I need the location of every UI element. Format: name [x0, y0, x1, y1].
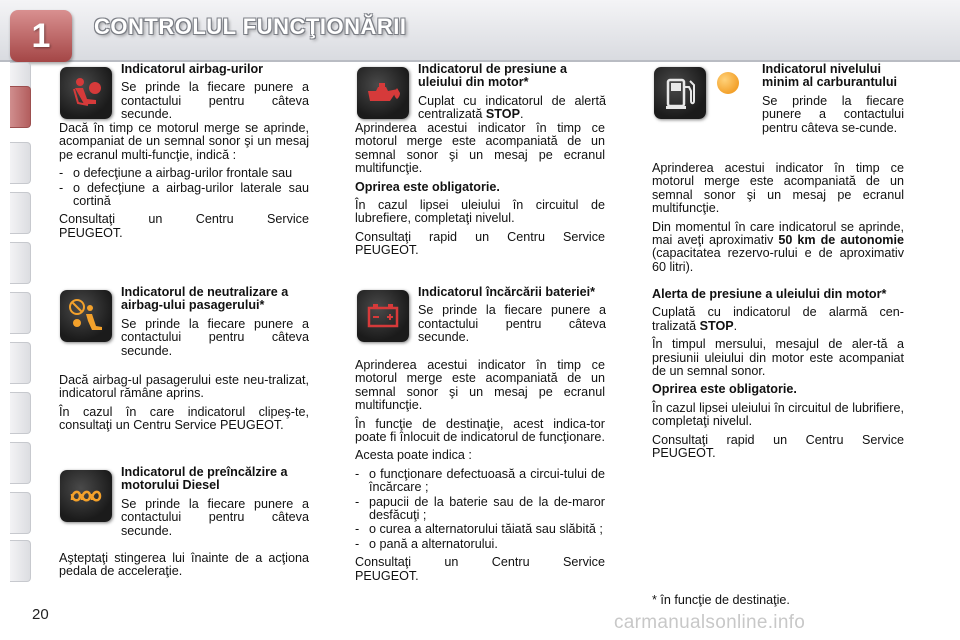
battery-title: Indicatorul încărcării bateriei*: [418, 285, 596, 299]
fuel-heading: [762, 63, 904, 140]
chapter-tab-active[interactable]: [10, 86, 31, 128]
oil-pressure-paragraph: Aprinderea acestui indicator în timp ce motorul merge este acompaniată de un semnal sonor şi un mesaj pe ecranul multifuncţie.: [355, 121, 605, 176]
chapter-tab[interactable]: [10, 142, 31, 184]
chapter-tab[interactable]: [10, 442, 31, 484]
list-item: - o defecţiune a airbag-urilor frontale sau: [59, 167, 309, 180]
passenger-airbag-text: Se prinde la fiecare punere a contactului pentru câteva secunde.: [121, 316, 309, 358]
battery-consult: Consultaţi un Centru Service PEUGEOT.: [355, 555, 605, 583]
fuel-autonomy: Din momentul în care indicatorul se aprinde, mai aveţi aproximativ 50 km de autonomie (capacitatea rezervo-rului e de aproximativ 60 litri).: [652, 219, 905, 274]
fuel-paragraph: Aprinderea acestui indicator în timp ce motorul merge este acompaniată de un semnal sonor şi un mesaj pe ecranul multifuncţie.: [652, 161, 904, 216]
oil-alert-fill: În cazul lipsei uleiului în circuitul de lubrifiere, completaţi nivelul.: [652, 400, 904, 429]
battery-paragraph: Aprinderea acestui indicator în timp ce motorul merge este acompaniată de un semnal sonor şi un mesaj pe ecranul multifuncţie.: [355, 358, 605, 413]
diesel-preheat-icon: [60, 470, 112, 522]
oil-pressure-fill: În cazul lipsei uleiului în circuitul de lubrefiere, completaţi nivelul.: [355, 198, 605, 226]
list-item: - o pană a alternatorului.: [355, 538, 605, 551]
list-item: - o defecţiune a airbag-urilor laterale sau cortină: [59, 182, 309, 209]
airbag-title: Indicatorul airbag-urilor: [121, 62, 264, 76]
fuel-text: Se prinde la fiecare punere a contactului pentru câteva se-cunde.: [762, 93, 904, 135]
diesel-preheat-paragraph: Aşteptaţi stingerea lui înainte de a acţiona pedala de acceleraţie.: [59, 551, 309, 579]
chapter-tab[interactable]: [10, 492, 31, 534]
oil-pressure-warning: Oprirea este obligatorie.: [355, 179, 500, 194]
page-header: [0, 0, 960, 62]
chapter-tab-strip: [0, 62, 34, 582]
oil-alert-consult: Consultaţi rapid un Centru Service PEUGEOT.: [652, 432, 904, 461]
diesel-preheat-body: [59, 552, 309, 584]
fuel-pump-icon: [654, 67, 706, 119]
battery-text: Se prinde la fiecare punere a contactului pentru câteva secunde.: [418, 303, 606, 345]
battery-heading: [418, 286, 606, 350]
oil-pressure-text: Cuplat cu indicatorul de alertă centralizată STOP.: [418, 93, 606, 122]
list-item: - o funcţionare defectuoasă a circui-tului de încărcare ;: [355, 468, 605, 495]
diesel-preheat-heading: [121, 466, 309, 543]
fuel-warning-lamp-icon: [717, 72, 739, 94]
airbag-fault-list: [59, 167, 309, 208]
diesel-preheat-title: Indicatorul de preîncălzire a motorului Diesel: [121, 465, 288, 493]
page-title: CONTROLUL FUNCŢIONĂRII: [94, 14, 407, 39]
list-item: - o curea a alternatorului tăiată sau slăbită ;: [355, 523, 605, 536]
diesel-preheat-text: Se prinde la fiecare punere a contactului pentru câteva secunde.: [121, 496, 309, 538]
oil-alert-coupled: Cuplată cu indicatorul de alarmă cen-tralizată STOP.: [652, 305, 904, 333]
airbag-paragraph: Dacă în timp ce motorul merge se aprinde, acompaniat de un semnal sonor şi un mesaj pe ecranul multi-funcţie, indică :: [59, 121, 309, 162]
stop-label: STOP: [699, 318, 734, 333]
oil-pressure-body: [355, 122, 605, 263]
watermark: carmanualsonline.info: [614, 612, 806, 633]
passenger-airbag-body: [59, 374, 309, 438]
oil-alert-title: Alerta de presiune a uleiului din motor*: [652, 287, 887, 301]
battery-body: [355, 359, 605, 588]
airbag-text: Se prinde la fiecare punere a contactului pentru câteva secunde.: [121, 80, 309, 122]
oil-alert-paragraph: În timpul mersului, mesajul de aler-tă a presiunii uleiului din motor este acompaniat de un semnal sonor.: [652, 337, 904, 379]
fuel-title: Indicatorul nivelului minim al carburantului: [762, 62, 898, 90]
battery-may-indicate: Acesta poate indica :: [355, 448, 472, 463]
battery-fault-list: [355, 468, 605, 551]
oil-pressure-icon: [357, 67, 409, 119]
airbag-consult: Consultaţi un Centru Service PEUGEOT.: [59, 212, 309, 240]
passenger-airbag-title: Indicatorul de neutralizare a airbag-ului pasagerului*: [121, 285, 289, 313]
chapter-tab[interactable]: [10, 540, 31, 582]
oil-pressure-title: Indicatorul de presiune a uleiului din motor*: [418, 62, 568, 90]
airbag-heading: [121, 63, 309, 127]
airbag-body: [59, 122, 309, 245]
chapter-tab[interactable]: [10, 242, 31, 284]
passenger-airbag-off-icon: [60, 290, 112, 342]
chapter-tab[interactable]: [10, 392, 31, 434]
autonomy-value: 50 km de autonomie: [778, 233, 905, 248]
chapter-badge: 1: [10, 10, 72, 62]
fuel-body: [652, 162, 904, 279]
airbag-warning-icon: [60, 67, 112, 119]
passenger-airbag-heading: [121, 286, 309, 363]
oil-pressure-consult: Consultaţi rapid un Centru Service PEUGEOT.: [355, 229, 605, 258]
oil-pressure-heading: [418, 63, 606, 127]
passenger-airbag-paragraph: Dacă airbag-ul pasagerului este neu-tralizat, indicatorul rămâne aprins.: [59, 373, 309, 401]
footnote: * în funcţie de destinaţie.: [652, 593, 790, 607]
battery-charge-icon: [357, 290, 409, 342]
chapter-tab[interactable]: [10, 192, 31, 234]
chapter-tab[interactable]: [10, 292, 31, 334]
list-item: - papucii de la baterie sau de la de-maror desfăcuţi ;: [355, 496, 605, 523]
battery-destination: În funcţie de destinaţie, acest indica-tor poate fi înlocuit de indicatorul de funcţionare.: [355, 416, 605, 445]
passenger-airbag-consult: În cazul în care indicatorul clipeş-te, consultaţi un Centru Service PEUGEOT.: [59, 404, 309, 433]
chapter-tab[interactable]: [10, 342, 31, 384]
oil-alert-warning: Oprirea este obligatorie.: [652, 382, 797, 397]
oil-alert-section: [652, 288, 904, 465]
stop-label: STOP: [485, 107, 520, 122]
page-number: 20: [32, 606, 49, 623]
